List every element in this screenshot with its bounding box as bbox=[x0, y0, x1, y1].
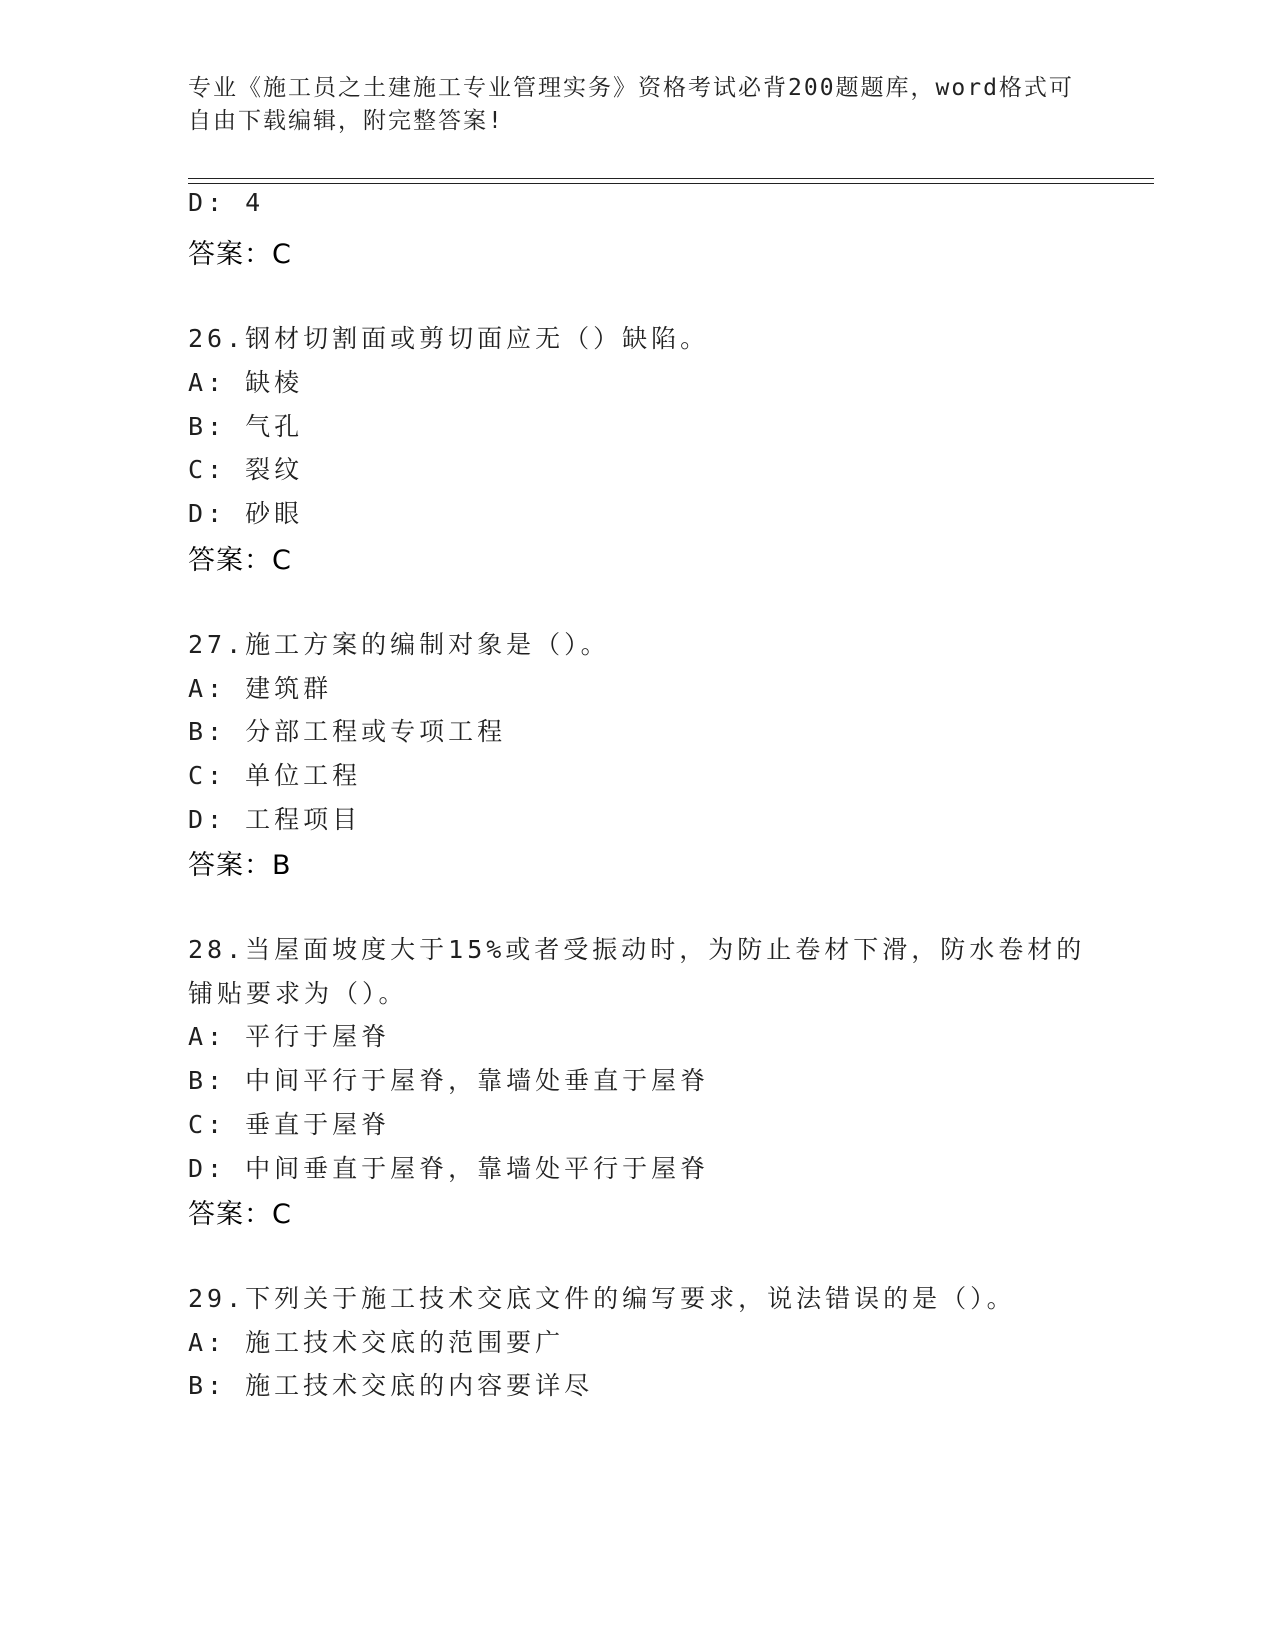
option-d: D: 砂眼 bbox=[188, 499, 304, 528]
option-b: B: 中间平行于屋脊，靠墙处垂直于屋脊 bbox=[188, 1066, 710, 1095]
answer: 答案：C bbox=[188, 545, 292, 576]
page-header bbox=[188, 72, 1088, 138]
header-rule-bottom bbox=[188, 183, 1154, 184]
option-c: C: 单位工程 bbox=[188, 761, 362, 790]
option-a: A: 平行于屋脊 bbox=[188, 1022, 391, 1051]
question-stem: 26.钢材切割面或剪切面应无（）缺陷。 bbox=[188, 324, 710, 353]
header-line-2: 自由下载编辑，附完整答案! bbox=[188, 108, 504, 134]
question-stem: 29.下列关于施工技术交底文件的编写要求，说法错误的是（）。 bbox=[188, 1284, 1016, 1313]
option-b: B: 施工技术交底的内容要详尽 bbox=[188, 1371, 594, 1400]
answer: 答案：C bbox=[188, 239, 292, 270]
option-b: B: 分部工程或专项工程 bbox=[188, 717, 507, 746]
question-stem-continued: 铺贴要求为（）。 bbox=[188, 979, 408, 1008]
option-c: C: 垂直于屋脊 bbox=[188, 1110, 391, 1139]
question-stem: 27.施工方案的编制对象是（）。 bbox=[188, 630, 610, 659]
option-d: D: 工程项目 bbox=[188, 805, 362, 834]
option-a: A: 缺棱 bbox=[188, 368, 304, 397]
option-d: D: 4 bbox=[188, 188, 265, 217]
option-d: D: 中间垂直于屋脊，靠墙处平行于屋脊 bbox=[188, 1154, 710, 1183]
option-a: A: 建筑群 bbox=[188, 674, 333, 703]
question-stem: 28.当屋面坡度大于15%或者受振动时，为防止卷材下滑，防水卷材的 bbox=[188, 935, 1086, 964]
answer: 答案：B bbox=[188, 850, 292, 881]
option-b: B: 气孔 bbox=[188, 412, 304, 441]
option-a: A: 施工技术交底的范围要广 bbox=[188, 1328, 565, 1357]
answer: 答案：C bbox=[188, 1199, 292, 1230]
option-c: C: 裂纹 bbox=[188, 455, 304, 484]
header-rule-top bbox=[188, 178, 1154, 179]
header-line-1: 专业《施工员之土建施工专业管理实务》资格考试必背200题题库，word格式可 bbox=[188, 75, 1074, 101]
